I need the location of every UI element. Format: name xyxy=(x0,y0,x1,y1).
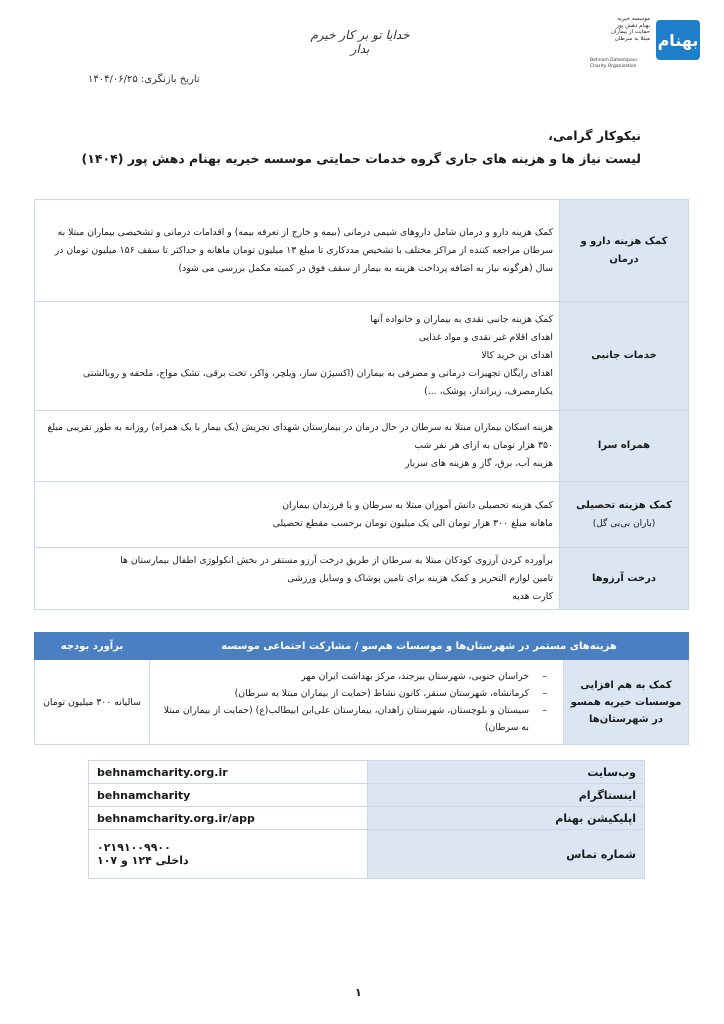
table-header-row xyxy=(35,633,689,660)
revision-date: تاریخ بازنگری: ۱۴۰۴/۰۶/۲۵ xyxy=(88,74,200,85)
budget-table-main-header: هزینه‌های مستمر در شهرستان‌ها و موسسات هم‌سو / مشارکت اجتماعی موسسه xyxy=(150,633,689,660)
app-label: اپلیکیشن بهنام xyxy=(368,807,645,830)
table-row xyxy=(35,411,689,482)
greeting: نیکوکار گرامی، xyxy=(548,128,641,143)
service-title-text: همراه سرا xyxy=(597,440,651,451)
phone-number[interactable]: ۰۲۱۹۱۰۰۹۹۰۰ xyxy=(97,841,171,854)
budget-value: سالیانه ۳۰۰ میلیون تومان xyxy=(35,660,150,745)
logo-text xyxy=(596,16,650,42)
service-description xyxy=(35,302,560,411)
logo-line: بهنام دهش پور xyxy=(616,22,650,29)
list-item: – سیستان و بلوچستان، شهرستان زاهدان، بیمارستان علی‌ابن ابیطالب(ع) (حمایت از بیماران مبتلا به سرطان) xyxy=(158,702,555,736)
instagram-label: اینستاگرام xyxy=(368,784,645,807)
logo-line: موسسه خیریه xyxy=(617,16,650,22)
intro-title: لیست نیاز ها و هزینه های جاری گروه خدمات حمایتی موسسه خیریه بهنام دهش پور (۱۴۰۴) xyxy=(81,151,641,166)
service-subtitle: (باران بی‌بی گل) xyxy=(592,518,656,529)
service-line: ماهانه مبلغ ۳۰۰ هزار تومان الی یک میلیون تومان برحسب مقطع تحصیلی xyxy=(272,517,553,529)
service-line: اهدای اقلام غیر نقدی و مواد غذایی xyxy=(418,332,553,343)
service-title-text: کمک هزینه تحصیلی xyxy=(576,499,672,511)
service-line: کارت هدیه xyxy=(512,590,553,602)
budget-row-label: کمک به هم افزایی موسسات خیریه همسو در شهرستان‌ها xyxy=(564,660,689,745)
service-line: کمک هزینه دارو و درمان شامل داروهای شیمی درمانی (بیمه و خارج از تعرفه بیمه) و اقدامات درمانی و تشخیصی بیماران مبتلا به سرطان مراجعه کننده از مراکز مختلف با تشخیص مددکاری تا مبلغ ۱۳ میلیون تومان ماهانه و حداکثر تا سقف ۱۵۶ میلیون تومان در سال (هرگونه نیاز به اضافه پرداخت هزینه به بیمار از سقف فوق در کمیته مکمل بررسی می شود) xyxy=(54,226,553,274)
phone-label: شماره تماس xyxy=(368,830,645,879)
list-item: – کرمانشاه، شهرستان سنقر، کانون نشاط (حمایت از بیماران مبتلا به سرطان) xyxy=(158,685,555,702)
page-number: ۱ xyxy=(355,986,362,999)
logo-badge-icon: بهنام xyxy=(656,20,700,60)
phone-extensions: داخلی ۱۲۴ و ۱۰۷ xyxy=(97,854,189,867)
charity-logo xyxy=(590,14,700,72)
service-line: کمک هزینه تحصیلی دانش آموزان مبتلا به سرطان و یا فرزندان بیماران xyxy=(282,499,553,511)
table-row xyxy=(89,784,645,807)
service-description xyxy=(35,482,560,548)
logo-line: حمایت از بیماران xyxy=(610,29,650,35)
list-item: – خراسان جنوبی، شهرستان بیرجند، مرکز بهداشت ایران مهر xyxy=(158,668,555,685)
logo-english-text: Behnam Daheshpour Charity Organization xyxy=(590,58,638,69)
instagram-handle[interactable]: behnamcharity xyxy=(89,784,368,807)
budget-table-budget-header: برآورد بودجه xyxy=(35,633,150,660)
service-line: کمک هزینه جانبی نقدی به بیماران و خانواده آنها xyxy=(370,314,553,325)
service-line: هزینه آب، برق، گاز و هزینه های سربار xyxy=(405,458,553,469)
service-description xyxy=(35,411,560,482)
service-line: هزینه اسکان بیماران مبتلا به سرطان در حال درمان در بیمارستان شهدای تجریش (یک بیمار با یک همراه) روزانه به طور تقریبی مبلغ ۳۵۰ هزار تومان به ازای هر نفر شب xyxy=(47,422,553,451)
service-line: برآورده کردن آرزوی کودکان مبتلا به سرطان از طریق درخت آرزو مستقر در بخش انکولوژی اطفال بیمارستان ها xyxy=(120,554,553,566)
service-title-text: درخت آرزوها xyxy=(591,572,656,584)
phone-cell xyxy=(89,830,368,879)
service-title xyxy=(560,548,689,610)
service-description xyxy=(35,548,560,610)
table-row xyxy=(35,302,689,411)
service-line: اهدای بن خرید کالا xyxy=(481,350,553,361)
service-title xyxy=(560,302,689,411)
table-row xyxy=(89,807,645,830)
service-line: اهدای رایگان تجهیزات درمانی و مصرفی به بیماران (اکسیژن ساز، ویلچر، واکر، تخت برقی، تشک مواج، ملحفه و روبالشتی یکبارمصرف، زیرانداز، پوشک، ...) xyxy=(83,368,553,397)
website-label: وب‌سایت xyxy=(368,761,645,784)
website-link[interactable]: behnamcharity.org.ir xyxy=(89,761,368,784)
table-row xyxy=(89,761,645,784)
service-description xyxy=(35,200,560,302)
service-title xyxy=(560,200,689,302)
app-link[interactable]: behnamcharity.org.ir/app xyxy=(89,807,368,830)
services-table xyxy=(34,199,689,610)
budget-table xyxy=(34,632,689,745)
table-row xyxy=(35,660,689,745)
table-row xyxy=(35,548,689,610)
table-row xyxy=(35,200,689,302)
motto-text: خدایا تو بر کار خیرم بدار xyxy=(310,28,410,56)
service-title-text: کمک هزینه دارو و درمان xyxy=(580,235,668,265)
service-title xyxy=(560,482,689,548)
logo-line: مبتلا به سرطان xyxy=(614,35,650,42)
contact-table xyxy=(88,760,645,879)
service-line: تامین لوازم التحریر و کمک هزینه برای تامین پوشاک و وسایل ورزشی xyxy=(287,572,553,584)
service-title xyxy=(560,411,689,482)
table-row xyxy=(89,830,645,879)
service-title-text: خدمات جانبی xyxy=(591,350,657,361)
table-row xyxy=(35,482,689,548)
budget-items xyxy=(150,660,564,745)
